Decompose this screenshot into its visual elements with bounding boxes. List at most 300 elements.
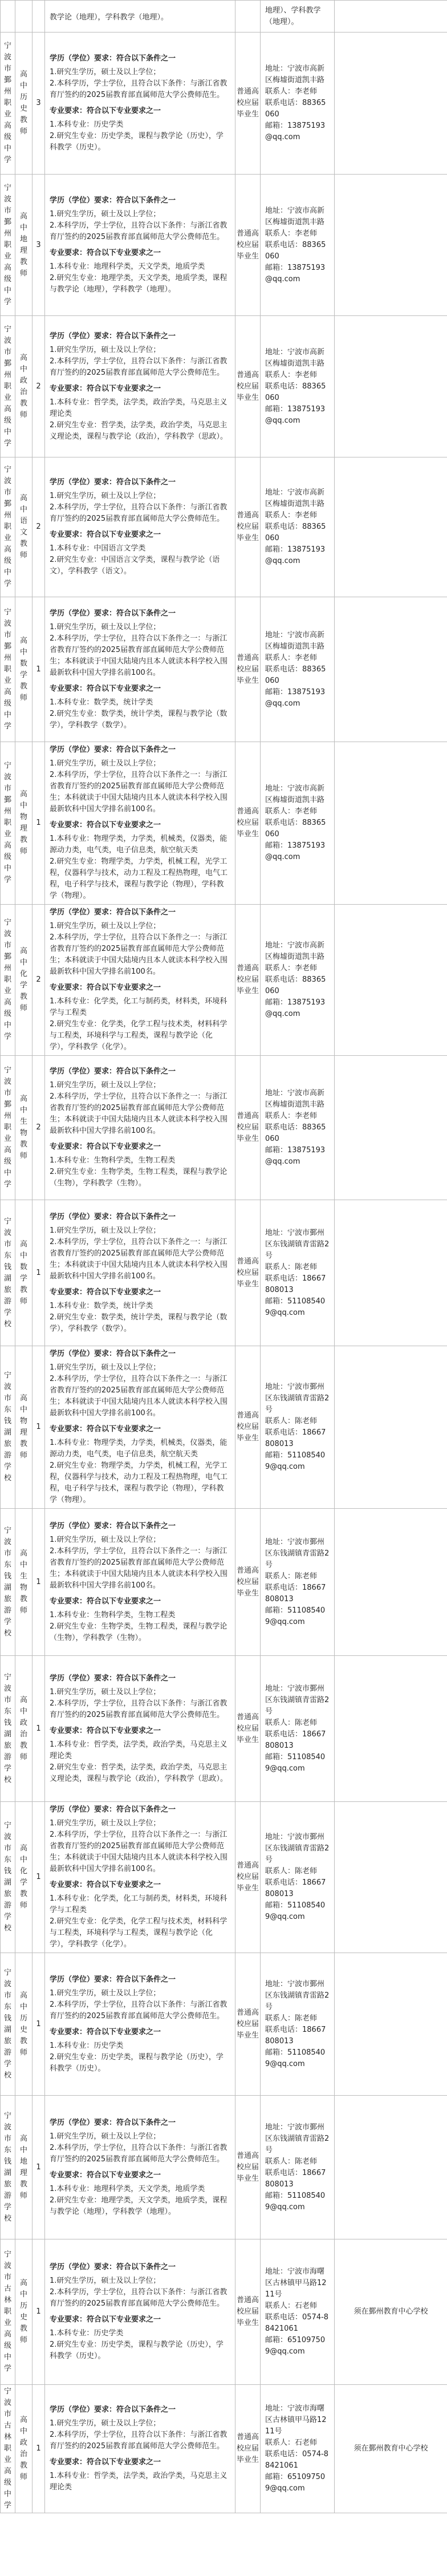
contact-line: 地址：宁波市高新区梅墟街道凯丰路 (265, 347, 325, 368)
school-name: 宁波市古林职业高级中学 (3, 2387, 11, 2510)
school-cell (1, 33, 15, 175)
requirement-cell (45, 2385, 235, 2513)
contact-line: 邮箱：651097509@qq.com (265, 2473, 326, 2493)
headcount-cell (32, 1056, 45, 1200)
candidate-type-cell (235, 1200, 261, 1346)
school-cell (1, 1, 15, 33)
degree-requirement-title: 学历（学位）要求：符合以下条件之一 (50, 908, 176, 917)
contact-line: 联系人：李老师 (265, 511, 318, 520)
major-requirement-line: 教学论（地理），学科教学（地理）。 (50, 13, 169, 22)
major-requirement-title: 专业要求：符合以下专业要求之一 (50, 1881, 161, 1889)
major-requirement-line: 2.研究生专业：地理学类，天文学类，地质学类，课程与教学论（地理），学科教学（地理）。 (50, 273, 227, 294)
contact-line: 邮箱：511085409@qq.com (265, 1752, 326, 1773)
table-row (1, 1656, 447, 1802)
headcount: 1 (36, 2162, 41, 2172)
degree-requirement-line: 2.本科学历，学士学位，且符合以下条件：与浙江省教育厅签约的2025届教育部直属师范大学公费师范生。 (50, 503, 227, 523)
post-name: 高中化学教师 (19, 947, 27, 1012)
contact-cell (261, 1200, 335, 1346)
table-row (1, 905, 447, 1056)
candidate-type-cell (235, 2239, 261, 2385)
contact-line: 联系电话：88365060 (265, 665, 326, 685)
headcount-cell (32, 2385, 45, 2513)
contact-line: 邮箱：511085409@qq.com (265, 2048, 326, 2068)
table-row (1, 597, 447, 742)
note-cell (335, 1802, 447, 1953)
major-requirement-line: 1.本科专业：哲学类，法学类，政治学类，马克思主义理论类 (50, 398, 227, 418)
contact-line: 地址：宁波市高新区梅墟街道凯丰路 (265, 1089, 325, 1109)
school-cell (1, 905, 15, 1056)
contact-line: 邮箱：511085409@qq.com (265, 1297, 326, 1317)
contact-line: 联系人：李老师 (265, 370, 318, 379)
note-cell (335, 316, 447, 457)
post-cell (15, 2385, 32, 2513)
candidate-type: 普通高校应届毕业生 (237, 1411, 259, 1443)
table-row (1, 1802, 447, 1953)
candidate-type: 普通高校应届毕业生 (237, 1566, 259, 1598)
headcount: 2 (36, 1123, 41, 1132)
major-requirement-line: 1.本科专业：数学类，统计学类 (50, 1301, 153, 1310)
post-name: 高中政治教师 (19, 1695, 27, 1761)
school-name: 宁波市东钱湖旅游学校 (3, 2111, 11, 2223)
post-cell (15, 2096, 32, 2239)
major-requirement-title: 专业要求：符合以下专业要求之一 (50, 530, 161, 539)
major-requirement-line: 1.本科专业：历史学类 (50, 120, 124, 129)
note-cell (335, 1509, 447, 1656)
major-requirement-line: 1.本科专业：哲学类，法学类，政治学类，马克思主义理论类 (50, 2472, 227, 2492)
note-cell (335, 742, 447, 905)
major-requirement-line: 2.研究生专业：地理学类，天文学类，地质学类，课程与教学论（地理），学科教学（地理）。 (50, 2196, 227, 2216)
major-requirement-line: 1.本科专业：数学类，统计学类 (50, 698, 153, 707)
post-cell (15, 742, 32, 905)
candidate-type: 普通高校应届毕业生 (237, 2433, 259, 2464)
candidate-type: 普通高校应届毕业生 (237, 1861, 259, 1893)
school-cell (1, 1802, 15, 1953)
school-cell (1, 316, 15, 457)
major-requirement-title: 专业要求：符合以下专业要求之一 (50, 983, 161, 992)
major-requirement-title: 专业要求：符合以下专业要求之一 (50, 684, 161, 693)
degree-requirement-title: 学历（学位）要求：符合以下条件之一 (50, 1212, 176, 1221)
degree-requirement-line: 2.本科学历，学士学位，且符合以下条件：与浙江省教育厅签约的2025届教育部直属师范大学公费师范生。 (50, 2143, 227, 2164)
school-cell (1, 597, 15, 742)
post-name: 高中物理教师 (19, 790, 27, 856)
contact-line: 地址：宁波市海曙区古林镇甲马路1211号 (265, 2404, 327, 2436)
major-requirement-line: 1.本科专业：地理科学类，天文学类，地质学类 (50, 262, 205, 271)
requirement-cell (45, 33, 235, 175)
school-cell (1, 1953, 15, 2096)
major-requirement-line: 1.本科专业：化学类，化工与制药类，材料类，环境科学与工程类 (50, 997, 227, 1017)
contact-line: 地址：宁波市鄞州区东钱湖镇青雷路2号 (265, 1684, 330, 1716)
requirement-cell (45, 1056, 235, 1200)
contact-cell (261, 2385, 335, 2513)
requirement-cell (45, 905, 235, 1056)
note-cell (335, 2385, 447, 2513)
candidate-type-cell (235, 1, 261, 33)
degree-requirement-line: 1.研究生学历，硕士及以上学位； (50, 1988, 161, 1998)
major-requirement-title: 专业要求：符合以下专业要求之一 (50, 1143, 161, 1151)
post-name: 高中历史教师 (19, 1991, 27, 2057)
headcount: 2 (36, 382, 41, 391)
school-name: 宁波市东钱湖旅游学校 (3, 1672, 11, 1784)
major-requirement-line: 2.研究生专业：化学类，化学工程与技术类，材料科学与工程类，环境科学与工程类，课程与教学论（化学），学科教学（化学）。 (50, 1917, 227, 1949)
major-requirement-line: 2.研究生专业：哲学类，法学类，政治学类，马克思主义理论类，课程与教学论（政治），学科教学（思政）。 (50, 1763, 228, 1783)
post-name: 高中政治教师 (19, 2416, 27, 2481)
candidate-type: 普通高校应届毕业生 (237, 511, 259, 542)
headcount-cell (32, 742, 45, 905)
table-row (1, 33, 447, 175)
major-requirement-line: 1.本科专业：地理科学类，天文学类，地质学类 (50, 2184, 205, 2193)
school-cell (1, 2096, 15, 2239)
headcount-cell (32, 905, 45, 1056)
table-row (1, 1, 447, 33)
requirement-cell (45, 1953, 235, 2096)
headcount-cell (32, 457, 45, 597)
contact-line: 邮箱：13875193@qq.com (265, 841, 326, 861)
school-cell (1, 1056, 15, 1200)
school-name: 宁波市鄞州职业高级中学 (3, 42, 11, 164)
headcount: 1 (36, 2019, 41, 2028)
contact-line: 邮箱：511085409@qq.com (265, 2191, 326, 2212)
contact-line: 邮箱：651097509@qq.com (265, 2336, 326, 2356)
major-requirement-line: 2.研究生专业：历史学类，课程与教学论（历史），学科教学（历史）。 (50, 132, 224, 152)
post-cell (15, 1, 32, 33)
post-name: 高中历史教师 (19, 70, 27, 136)
degree-requirement-title: 学历（学位）要求：符合以下条件之一 (50, 1521, 176, 1530)
headcount: 2 (36, 523, 41, 531)
contact-line: 联系电话：18667808013 (265, 1583, 326, 1603)
school-name: 宁波市东钱湖旅游学校 (3, 1526, 11, 1638)
note-cell (335, 1200, 447, 1346)
requirement-cell (45, 1802, 235, 1953)
candidate-type-cell (235, 457, 261, 597)
post-cell (15, 1802, 32, 1953)
contact-line: 联系电话：18667808013 (265, 1730, 326, 1750)
contact-line: 联系人：李老师 (265, 653, 318, 662)
major-requirement-title: 专业要求：符合以下专业要求之一 (50, 2458, 161, 2466)
candidate-type-cell (235, 2096, 261, 2239)
degree-requirement-title: 学历（学位）要求：符合以下条件之一 (50, 2263, 176, 2271)
major-requirement-line: 2.研究生专业：化学类，化学工程与技术类，材料科学与工程类，环境科学与工程类，课程与教学论（化学），学科教学（化学）。 (50, 1020, 227, 1051)
post-name: 高中生物教师 (19, 1549, 27, 1615)
contact-line: 地址：宁波市高新区梅墟街道凯丰路 (265, 488, 325, 508)
contact-line: 地址：宁波市鄞州区东钱湖镇青雷路2号 (265, 2123, 330, 2154)
note-cell (335, 33, 447, 175)
headcount: 1 (36, 1873, 41, 1881)
contact-line: 联系人：李老师 (265, 964, 318, 973)
contact-line: 联系人：陈老师 (265, 1867, 318, 1876)
contact-line: 联系电话：18667808013 (265, 1428, 326, 1448)
candidate-type-cell (235, 1056, 261, 1200)
contact-line: 联系电话：0574-88421061 (265, 2313, 329, 2333)
contact-line: 邮箱：13875193@qq.com (265, 687, 326, 708)
degree-requirement-line: 1.研究生学历，硕士及以上学位； (50, 1819, 161, 1828)
headcount-cell (32, 1802, 45, 1953)
major-requirement-line: 1.本科专业：物理学类，力学类，机械类，仪器类，能源动力类，电气类，电子信息类，航空航天类 (50, 835, 227, 854)
contact-cell (261, 2096, 335, 2239)
contact-line: 地址：宁波市鄞州区东钱湖镇青雷路2号 (265, 1228, 330, 1260)
candidate-type-cell (235, 1656, 261, 1802)
contact-line: 地址：宁波市高新区梅墟街道凯丰路 (265, 206, 325, 226)
contact-line: 联系电话：88365060 (265, 240, 326, 261)
major-requirement-line: 1.本科专业：历史学类 (50, 2041, 124, 2050)
degree-requirement-title: 学历（学位）要求：符合以下条件之一 (50, 196, 176, 205)
contact-cell (261, 2239, 335, 2385)
major-requirement-title: 专业要求：符合以下专业要求之一 (50, 2027, 161, 2036)
post-name: 高中生物教师 (19, 1095, 27, 1160)
note-cell (335, 2239, 447, 2385)
degree-requirement-line: 2.本科学历，学士学位，且符合以下条件：与浙江省教育厅签约的2025届教育部直属师范大学公费师范生。 (50, 2288, 227, 2308)
contact-line: 地址：宁波市鄞州区东钱湖镇青雷路2号 (265, 1537, 330, 1569)
major-requirement-title: 专业要求：符合以下专业要求之一 (50, 384, 161, 393)
degree-requirement-line: 2.本科学历，学士学位，且符合以下条件之一：与浙江省教育厅签约的2025届教育部直属师范大学公费师范生；本科就读于中国大陆境内且本人就读本科学校入围最新软科中国大学排名前100名。 (50, 1237, 228, 1281)
major-requirement-line: 2.研究生专业：历史学类，课程与教学论（历史），学科教学（历史）。 (50, 2052, 224, 2073)
headcount-cell (32, 1509, 45, 1656)
requirement-cell (45, 457, 235, 597)
contact-line: 地址：宁波市高新区梅墟街道凯丰路 (265, 941, 325, 961)
contact-line: 联系人：李老师 (265, 229, 318, 238)
contact-line: 联系人：陈老师 (265, 2157, 318, 2166)
contact-line: 联系人：陈老师 (265, 1417, 318, 1425)
degree-requirement-line: 1.研究生学历，硕士及以上学位； (50, 759, 161, 768)
contact-line: 联系人：石老师 (265, 2302, 318, 2310)
degree-requirement-title: 学历（学位）要求：符合以下条件之一 (50, 2118, 176, 2127)
school-name: 宁波市东钱湖旅游学校 (3, 1371, 11, 1483)
degree-requirement-title: 学历（学位）要求：符合以下条件之一 (50, 609, 176, 618)
headcount-cell (32, 1953, 45, 2096)
candidate-type-cell (235, 742, 261, 905)
candidate-type: 普通高校应届毕业生 (237, 229, 259, 261)
note-cell (335, 2096, 447, 2239)
post-cell (15, 1509, 32, 1656)
post-cell (15, 33, 32, 175)
post-name: 高中数学教师 (19, 636, 27, 702)
contact-line: 邮箱：13875193@qq.com (265, 263, 326, 283)
major-requirement-title: 专业要求：符合以下专业要求之一 (50, 1726, 161, 1735)
post-cell (15, 1656, 32, 1802)
headcount: 1 (36, 1724, 41, 1733)
degree-requirement-line: 2.本科学历，学士学位，且符合以下条件：与浙江省教育厅签约的2025届教育部直属师范大学公费师范生。 (50, 79, 227, 99)
post-cell (15, 1056, 32, 1200)
contact-line: 地址：宁波市鄞州区东钱湖镇青雷路2号 (265, 1979, 330, 2011)
contact-cell (261, 1953, 335, 2096)
degree-requirement-line: 2.本科学历，学士学位，且符合以下条件：与浙江省教育厅签约的2025届教育部直属师范大学公费师范生。 (50, 2431, 227, 2451)
contact-line: 地址：宁波市高新区梅墟街道凯丰路 (265, 630, 325, 651)
degree-requirement-line: 1.研究生学历，硕士及以上学位； (50, 1535, 161, 1544)
table-row (1, 2239, 447, 2385)
major-requirement-title: 专业要求：符合以下专业要求之一 (50, 2315, 161, 2324)
degree-requirement-line: 1.研究生学历，硕士及以上学位； (50, 2132, 161, 2141)
candidate-type: 普通高校应届毕业生 (237, 370, 259, 402)
requirement-cell (45, 1656, 235, 1802)
post-name: 高中物理教师 (19, 1394, 27, 1460)
school-name: 宁波市鄞州职业高级中学 (3, 762, 11, 884)
post-name: 高中地理教师 (19, 2134, 27, 2200)
requirement-cell (45, 742, 235, 905)
degree-requirement-title: 学历（学位）要求：符合以下条件之一 (50, 478, 176, 487)
contact-line: 联系电话：88365060 (265, 819, 326, 839)
degree-requirement-title: 学历（学位）要求：符合以下条件之一 (50, 1350, 176, 1358)
school-cell (1, 2385, 15, 2513)
contact-line: 联系人：石老师 (265, 2439, 318, 2447)
school-cell (1, 2239, 15, 2385)
post-cell (15, 457, 32, 597)
headcount-cell (32, 1346, 45, 1509)
degree-requirement-line: 2.本科学历，学士学位，且符合以下条件之一：与浙江省教育厅签约的2025届教育部直属师范大学公费师范生；本科就读于中国大陆境内且本人就读本科学校入围最新软科中国大学排名前100名。 (50, 771, 228, 813)
post-cell (15, 2239, 32, 2385)
candidate-type: 普通高校应届毕业生 (237, 964, 259, 995)
degree-requirement-line: 1.研究生学历，硕士及以上学位； (50, 68, 161, 76)
degree-requirement-line: 2.本科学历，学士学位，且符合以下条件：与浙江省教育厅签约的2025届教育部直属师范大学公费师范生。 (50, 357, 227, 377)
table-row (1, 2385, 447, 2513)
contact-cell (261, 905, 335, 1056)
school-cell (1, 1509, 15, 1656)
post-name: 高中语文教师 (19, 494, 27, 560)
headcount: 3 (36, 99, 41, 107)
headcount: 1 (36, 665, 41, 674)
candidate-type-cell (235, 1953, 261, 2096)
contact-line: 联系电话：18667808013 (265, 1878, 326, 1898)
note-cell (335, 905, 447, 1056)
post-cell (15, 1346, 32, 1509)
major-requirement-title: 专业要求：符合以下专业要求之一 (50, 821, 161, 829)
candidate-type-cell (235, 175, 261, 316)
major-requirement-line: 1.本科专业：化学类，化工与制药类，材料类，环境科学与工程类 (50, 1894, 227, 1914)
post-name: 高中政治教师 (19, 353, 27, 419)
school-name: 宁波市东钱湖旅游学校 (3, 1821, 11, 1933)
contact-cell (261, 1656, 335, 1802)
candidate-type-cell (235, 33, 261, 175)
table-row (1, 742, 447, 905)
candidate-type-cell (235, 597, 261, 742)
requirement-cell (45, 1, 235, 33)
note: 须在鄞州教育中心学校 (353, 2307, 428, 2316)
table-row (1, 1346, 447, 1509)
table-row (1, 316, 447, 457)
post-name: 高中数学教师 (19, 1240, 27, 1306)
note-cell (335, 457, 447, 597)
school-name: 宁波市鄞州职业高级中学 (3, 607, 11, 731)
contact-line: 地址：宁波市高新区梅墟街道凯丰路 (265, 64, 325, 84)
degree-requirement-title: 学历（学位）要求：符合以下条件之一 (50, 54, 176, 63)
contact-cell (261, 1802, 335, 1953)
degree-requirement-line: 2.本科学历，学士学位，且符合以下条件：与浙江省教育厅签约的2025届教育部直属师范大学公费师范生。 (50, 221, 227, 241)
post-name: 高中化学教师 (19, 1844, 27, 1910)
major-requirement-title: 专业要求：符合以下专业要求之一 (50, 107, 161, 115)
headcount: 3 (36, 240, 41, 249)
major-requirement-line: 2.研究生专业：历史学类，课程与教学论（历史），学科教学（历史）。 (50, 2340, 224, 2360)
note-cell (335, 1953, 447, 2096)
candidate-type: 普通高校应届毕业生 (237, 807, 259, 839)
contact-cell (261, 1, 335, 33)
degree-requirement-title: 学历（学位）要求：符合以下条件之一 (50, 1674, 176, 1683)
candidate-type: 普通高校应届毕业生 (237, 1257, 259, 1289)
contact-line: 邮箱：13875193@qq.com (265, 1146, 326, 1166)
note-cell (335, 175, 447, 316)
degree-requirement-line: 1.研究生学历，硕士及以上学位； (50, 345, 161, 354)
headcount-cell (32, 175, 45, 316)
major-requirement-line: 1.本科专业：哲学类，法学类，政治学类，马克思主义理论类 (50, 1740, 227, 1760)
contact-line: 联系电话：18667808013 (265, 2168, 326, 2189)
candidate-type: 普通高校应届毕业生 (237, 2151, 259, 2183)
post-cell (15, 175, 32, 316)
school-name: 宁波市鄞州职业高级中学 (3, 465, 11, 588)
contact-cell (261, 33, 335, 175)
contact-cell (261, 457, 335, 597)
major-requirement-line: 2.研究生专业：物理学类，力学类，机械工程，光学工程，仪器科学与技术，动力工程及工程热物理，电气工程，电子科学与技术，课程与教学论（物理），学科教学（物理）。 (50, 1461, 228, 1504)
requirement-cell (45, 2239, 235, 2385)
contact-line: 地址：宁波市鄞州区东钱湖镇青雷路2号 (265, 1383, 330, 1414)
note: 须在鄞州教育中心学校 (353, 2444, 428, 2453)
requirement-cell (45, 1346, 235, 1509)
candidate-type: 普通高校应届毕业生 (237, 87, 259, 119)
contact-line: 联系人：陈老师 (265, 2014, 318, 2023)
headcount-cell (32, 1200, 45, 1346)
headcount-cell (32, 1, 45, 33)
contact-cell (261, 1056, 335, 1200)
note-cell (335, 1656, 447, 1802)
degree-requirement-line: 2.本科学历，学士学位，且符合以下条件：与浙江省教育厅签约的2025届教育部直属师范大学公费师范生。 (50, 1699, 227, 1719)
table-row (1, 2096, 447, 2239)
major-requirement-line: 2.研究生专业：数学类，统计学类，课程与教学论（数学），学科教学（数学）。 (50, 1313, 227, 1333)
degree-requirement-title: 学历（学位）要求：符合以下条件之一 (50, 331, 176, 341)
table-row (1, 1509, 447, 1656)
headcount: 1 (36, 819, 41, 827)
post-name: 高中地理教师 (19, 212, 27, 278)
major-requirement-line: 2.研究生专业：哲学类，法学类，政治学类，马克思主义理论类，课程与教学论（政治），学科教学（思政）。 (50, 420, 228, 441)
candidate-type: 普通高校应届毕业生 (237, 653, 259, 685)
contact-line: 邮箱：13875193@qq.com (265, 121, 326, 141)
note-cell (335, 1346, 447, 1509)
candidate-type: 普通高校应届毕业生 (237, 1112, 259, 1143)
requirement-cell (45, 1509, 235, 1656)
degree-requirement-line: 1.研究生学历，硕士及以上学位； (50, 1687, 161, 1696)
school-name: 宁波市东钱湖旅游学校 (3, 1217, 11, 1328)
degree-requirement-line: 1.研究生学历，硕士及以上学位； (50, 622, 161, 631)
candidate-type: 普通高校应届毕业生 (237, 1712, 259, 1744)
table-row (1, 175, 447, 316)
contact-line: 联系人：陈老师 (265, 1571, 318, 1581)
headcount: 2 (36, 975, 41, 984)
major-requirement-line: 1.本科专业：物理学类，力学类，机械类，仪器类，能源动力类，电气类，电子信息类，航空航天类 (50, 1439, 227, 1459)
degree-requirement-line: 1.研究生学历，硕士及以上学位； (50, 492, 161, 500)
degree-requirement-line: 1.研究生学历，硕士及以上学位； (50, 1226, 161, 1235)
degree-requirement-title: 学历（学位）要求：符合以下条件之一 (50, 1975, 176, 1984)
contact-line: 邮箱：511085409@qq.com (265, 1901, 326, 1921)
contact-line: 联系电话：0574-88421061 (265, 2450, 329, 2470)
headcount-cell (32, 2239, 45, 2385)
requirement-cell (45, 1200, 235, 1346)
table-body (1, 1, 447, 2513)
degree-requirement-line: 1.研究生学历，硕士及以上学位； (50, 2277, 161, 2285)
degree-requirement-title: 学历（学位）要求：符合以下条件之一 (50, 1067, 176, 1076)
degree-requirement-title: 学历（学位）要求：符合以下条件之一 (50, 2405, 176, 2414)
candidate-type-cell (235, 1509, 261, 1656)
contact-cell (261, 597, 335, 742)
candidate-type-cell (235, 1346, 261, 1509)
contact-line: 地理）、学科教学（地理）。 (265, 6, 321, 26)
major-requirement-line: 2.研究生专业：生物学类，生物工程类，课程与教学论（生物），学科教学（生物）。 (50, 1622, 227, 1642)
degree-requirement-line: 1.研究生学历，硕士及以上学位； (50, 922, 161, 930)
school-name: 宁波市东钱湖旅游学校 (3, 1968, 11, 2080)
contact-line: 联系人：陈老师 (265, 1718, 318, 1727)
contact-line: 联系电话：88365060 (265, 382, 326, 402)
headcount-cell (32, 33, 45, 175)
school-name: 宁波市古林职业高级中学 (3, 2250, 11, 2373)
degree-requirement-line: 2.本科学历，学士学位，且符合以下条件之一：与浙江省教育厅签约的2025届教育部直属师范大学公费师范生；本科就读于中国大陆境内且本人就读本科学校入围最新软科中国大学排名前100名。 (50, 1830, 228, 1873)
degree-requirement-line: 2.本科学历，学士学位，且符合以下条件之一：与浙江省教育厅签约的2025届教育部直属师范大学公费师范生；本科就读于中国大陆境内且本人就读本科学校入围最新软科中国大学排名前100名。 (50, 1092, 228, 1135)
contact-line: 联系电话：88365060 (265, 99, 326, 119)
note-cell (335, 597, 447, 742)
degree-requirement-line: 1.研究生学历，硕士及以上学位； (50, 1363, 161, 1372)
